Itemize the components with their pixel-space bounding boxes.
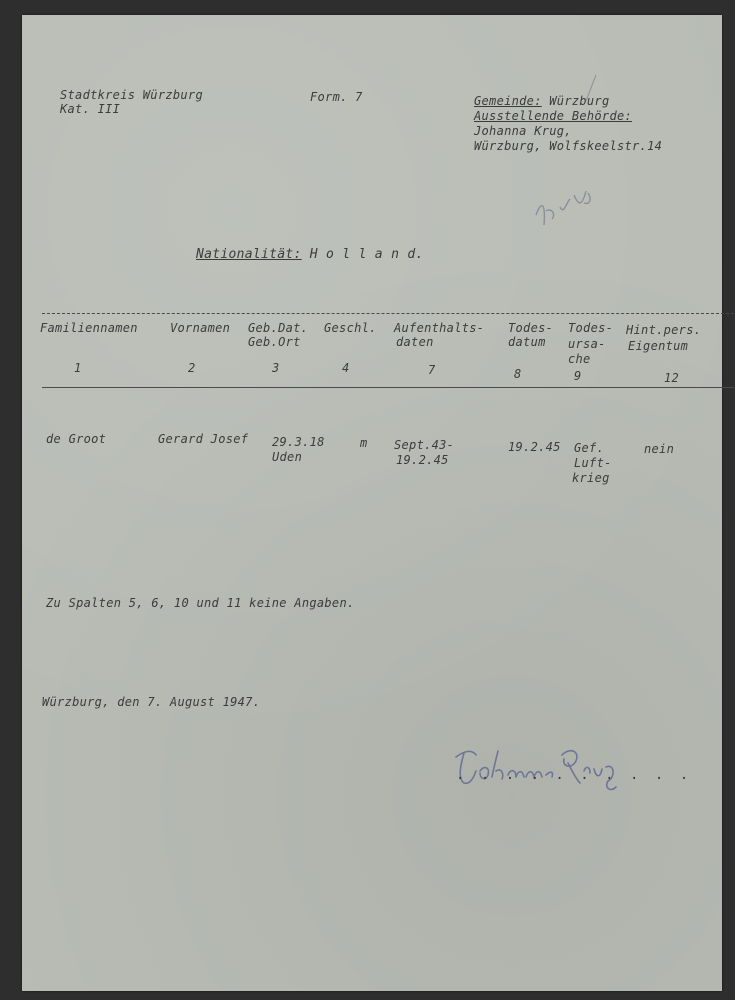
cell-vorname: Gerard Josef: [158, 432, 249, 446]
column-number: 8: [514, 367, 522, 381]
signature-dotted-line: . . . . . . . . . .: [456, 767, 693, 783]
district-label: Stadtkreis Würzburg: [60, 88, 203, 102]
cell-geb-datum: 29.3.18: [272, 435, 325, 449]
header-todesdatum-2: datum: [508, 335, 546, 349]
place-date-line: Würzburg, den 7. August 1947.: [42, 695, 261, 709]
header-geb-ort: Geb.Ort: [248, 335, 301, 349]
column-number: 9: [574, 369, 582, 383]
column-number: 12: [664, 371, 680, 385]
column-number: 2: [188, 361, 196, 375]
cell-ursache-2: Luft-: [574, 456, 612, 470]
columns-note: Zu Spalten 5, 6, 10 und 11 keine Angaben.: [46, 596, 355, 610]
category-label: Kat. III: [60, 102, 121, 116]
column-number: 7: [428, 363, 436, 377]
behoerde-name: Johanna Krug,: [474, 124, 572, 138]
header-geschlecht: Geschl.: [324, 321, 377, 335]
column-number: 4: [342, 361, 350, 375]
header-todesdatum: Todes-: [508, 321, 554, 335]
header-aufenthalt-2: daten: [396, 335, 434, 349]
nationality-line: [196, 247, 424, 263]
cell-familienname: de Groot: [46, 432, 107, 446]
header-ursache: Todes-: [568, 321, 614, 335]
nationality-label: Nationalität:: [196, 247, 302, 262]
gemeinde-label: Gemeinde:: [474, 94, 542, 108]
column-number: 3: [272, 361, 280, 375]
behoerde-address: Würzburg, Wolfskeelstr.14: [474, 139, 663, 153]
cell-ursache-1: Gef.: [574, 441, 605, 455]
cell-geschlecht: m: [360, 436, 368, 450]
header-ursache-2: ursa-: [568, 337, 606, 351]
pencil-annotation: [530, 185, 600, 245]
cell-todesdatum: 19.2.45: [508, 440, 561, 454]
header-ursache-3: che: [568, 352, 591, 366]
cell-eigentum: nein: [644, 442, 675, 456]
form-number: Form. 7: [310, 90, 363, 104]
header-vornamen: Vornamen: [170, 321, 231, 335]
header-familienname: Familiennamen: [40, 321, 138, 335]
behoerde-label: Ausstellende Behörde:: [474, 109, 633, 123]
nationality-value: H o l l a n d.: [309, 247, 424, 262]
header-eigentum-2: Eigentum: [628, 339, 689, 353]
pencil-tick: [582, 73, 602, 103]
table-top-rule: [42, 313, 734, 314]
cell-ursache-3: krieg: [572, 471, 610, 485]
header-geb-datum: Geb.Dat.: [248, 321, 309, 335]
gemeinde-value: Würzburg: [549, 94, 610, 108]
cell-geb-ort: Uden: [272, 450, 303, 464]
header-eigentum: Hint.pers.: [626, 323, 702, 337]
header-aufenthalt: Aufenthalts-: [394, 321, 485, 335]
column-number: 1: [74, 361, 82, 375]
table-header-rule: [42, 387, 734, 388]
cell-aufenthalt-2: 19.2.45: [396, 453, 449, 467]
cell-aufenthalt-1: Sept.43-: [394, 438, 455, 452]
document-page: [22, 15, 722, 991]
